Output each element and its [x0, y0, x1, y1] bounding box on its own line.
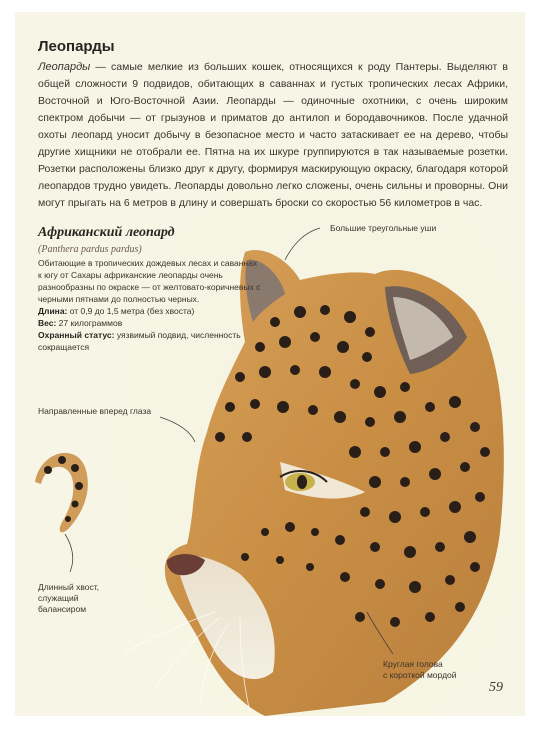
- label-ears: Большие треугольные уши: [330, 223, 437, 233]
- intro-paragraph: [38, 59, 508, 212]
- species-name: Африканский леопард: [38, 225, 175, 240]
- label-tail-line: балансиром: [38, 604, 87, 614]
- length-value: от 0,9 до 1,5 метра (без хвоста): [67, 306, 195, 316]
- page-number: 59: [489, 680, 503, 695]
- label-tail-line: Длинный хвост,: [38, 582, 100, 592]
- species-status: [38, 329, 263, 353]
- species-latin-name: (Panthera pardus pardus): [38, 244, 142, 255]
- status-label: Охранный статус:: [38, 330, 115, 340]
- status-value: уязвимый подвид, численность сокращается: [38, 330, 241, 352]
- label-head-line: с короткой мордой: [383, 670, 457, 680]
- weight-label: Вес:: [38, 318, 57, 328]
- page-title: Леопарды: [38, 38, 115, 55]
- label-eyes: Направленные вперед глаза: [38, 406, 152, 416]
- species-weight: [38, 317, 263, 329]
- species-description: Обитающие в тропических дождевых лесах и саваннах к югу от Сахары африканские леопарды очень разнообразны по окраске — от желтовато-коричневых с черными пятнами до полностью черных.: [38, 258, 261, 304]
- intro-text: — самые мелкие из больших кошек, относящихся к роду Пантеры. Выделяют в общей сложности 9 подвидов, обитающих в саваннах и густых тропических лесах Африки, Восточной и Юго-Восточной Азии. Леопарды — одиночные охотники, с очень широким спектром добычи — от грызунов и приматов до антилоп и бородавочников. После удачной охоты леопард уносит добычу в безопасное место и часто затаскивает ее на дерево, чтобы другие хищники не отобрали ее. Пятна на их шкуре группируются в так называемые розетки. Розетки расположены близко друг к другу, формируя маскирующую окраску, благодаря которой леопардов трудно увидеть. Леопарды довольно легко сложены, очень сильны и проворны. Они могут прыгать на 6 метров в длину и совершать броски со скоростью 56 километров в час.: [38, 61, 508, 209]
- label-tail-line: служащий: [38, 593, 79, 603]
- label-tail: [38, 582, 118, 615]
- length-label: Длина:: [38, 306, 68, 316]
- intro-first-word: Леопарды: [38, 61, 91, 73]
- book-page: [15, 12, 525, 716]
- weight-value: 27 килограммов: [56, 318, 123, 328]
- label-head: [383, 659, 483, 681]
- species-info: [38, 257, 263, 353]
- species-length: [38, 305, 263, 317]
- label-head-line: Круглая голова: [383, 659, 443, 669]
